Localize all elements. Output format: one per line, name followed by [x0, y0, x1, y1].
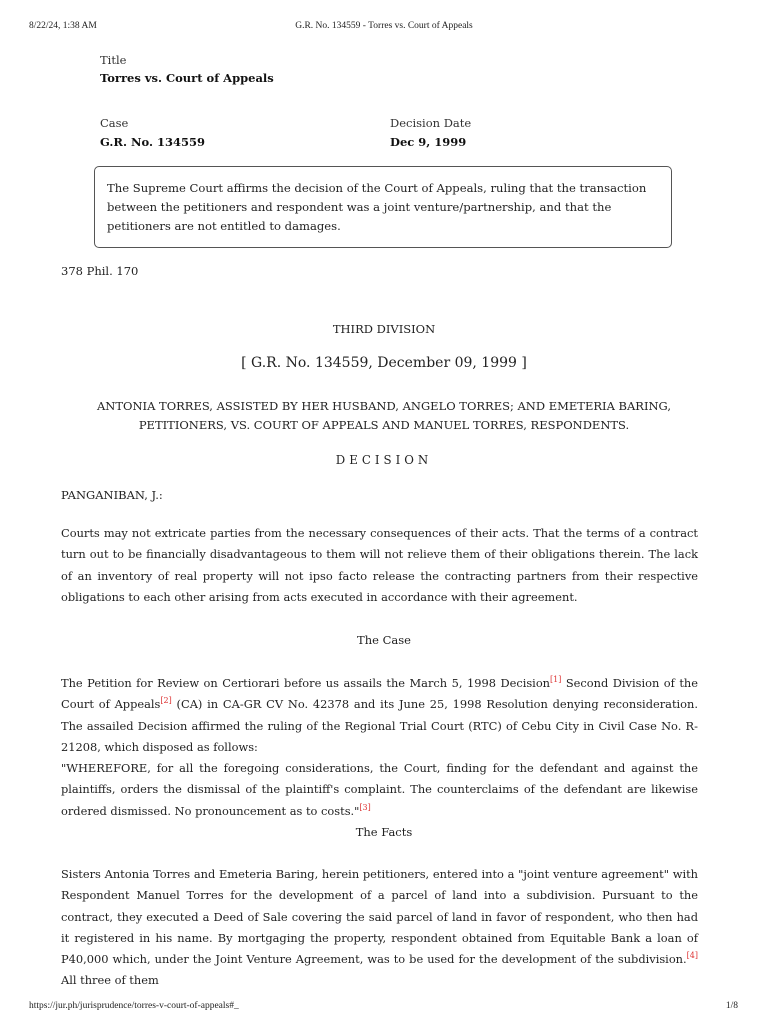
quote-text: "WHEREFORE, for all the foregoing considerations, the Court, finding for the defendant and against the plaintiffs, orders the dismissal of the plaintiff's complaint. The counterclaims of the defendant are likewise ordered dismissed. No pronouncement as to costs.": [61, 761, 698, 818]
facts-para-text-2: All three of them: [61, 973, 159, 988]
case-summary-box: [94, 166, 672, 248]
title-label: Title: [100, 53, 127, 67]
case-section-heading: The Case: [357, 633, 411, 647]
print-header: [0, 0, 768, 31]
division-heading: THIRD DIVISION: [332, 322, 436, 336]
footnote-link-2[interactable]: [2]: [160, 696, 172, 706]
print-page-title: G.R. No. 134559 - Torres vs. Court of Appeals: [295, 21, 473, 31]
phil-citation: 378 Phil. 170: [61, 264, 139, 278]
ponente: PANGANIBAN, J.:: [61, 488, 163, 502]
decision-heading: DECISION: [335, 453, 433, 467]
case-value: G.R. No. 134559: [100, 135, 205, 149]
case-para-text-3: (CA) in CA-GR CV No. 42378 and its June 25, 1998 Resolution denying reconsideration. The assailed Decision affirmed the ruling of the Regional Trial Court (RTC) of Cebu City in Civil Case No. R-21208, which disposed as follows:: [61, 697, 698, 754]
title-value: Torres vs. Court of Appeals: [100, 71, 274, 85]
decision-date-label: Decision Date: [390, 116, 472, 130]
gr-number-heading: [ G.R. No. 134559, December 09, 1999 ]: [241, 355, 527, 371]
parties-heading: [0, 397, 768, 435]
case-paragraph: [61, 673, 698, 758]
facts-paragraph: [61, 864, 698, 992]
case-para-text-1: The Petition for Review on Certiorari before us assails the March 5, 1998 Decision: [61, 676, 551, 690]
decision-date-value: Dec 9, 1999: [390, 135, 467, 149]
facts-section-heading: The Facts: [355, 825, 413, 839]
footnote-link-3[interactable]: [3]: [359, 802, 371, 812]
facts-para-text-1: Sisters Antonia Torres and Emeteria Baring, herein petitioners, entered into a "joint venture agreement" with Respondent Manuel Torres for the development of a parcel of land into a subdivision. Pursuant to the contract, they executed a Deed of Sale covering the said parcel of land in favor of respondent, who then had it registered in his name. By mortgaging the property, respondent obtained from Equitable Bank a loan of P40,000 which, under the Joint Venture Agreement, was to be used for the development of the subdivision.: [61, 867, 698, 967]
footnote-link-4[interactable]: [4]: [686, 951, 698, 961]
print-page-number: 1/8: [725, 1001, 738, 1011]
intro-paragraph: Courts may not extricate parties from the necessary consequences of their acts. That the terms of a contract turn out to be financially disadvantageous to them will not relieve them of their obligations therein. The lack of an inventory of real property will not ipso facto release the contracting partners from their respective obligations to each other arising from acts executed in accordance with their agreement.: [61, 526, 698, 604]
print-datetime: 8/22/24, 1:38 AM: [29, 21, 97, 31]
print-footer: [0, 1000, 768, 1024]
case-para-text-2: Second Division of the Court of Appeals: [61, 676, 698, 712]
print-url: https://jur.ph/jurisprudence/torres-v-court-of-appeals#_: [29, 1001, 239, 1011]
dispositive-quote: [61, 758, 698, 822]
case-summary-text: The Supreme Court affirms the decision of the Court of Appeals, ruling that the transaction between the petitioners and respondent was a joint venture/partnership, and that the petitioners are not entitled to damages.: [107, 181, 647, 233]
footnote-link-1[interactable]: [1]: [550, 675, 562, 684]
parties-line-2: PETITIONERS, VS. COURT OF APPEALS AND MANUEL TORRES, RESPONDENTS.: [138, 418, 630, 432]
parties-line-1: ANTONIA TORRES, ASSISTED BY HER HUSBAND, ANGELO TORRES; AND EMETERIA BARING,: [97, 399, 671, 413]
case-label: Case: [100, 116, 129, 130]
